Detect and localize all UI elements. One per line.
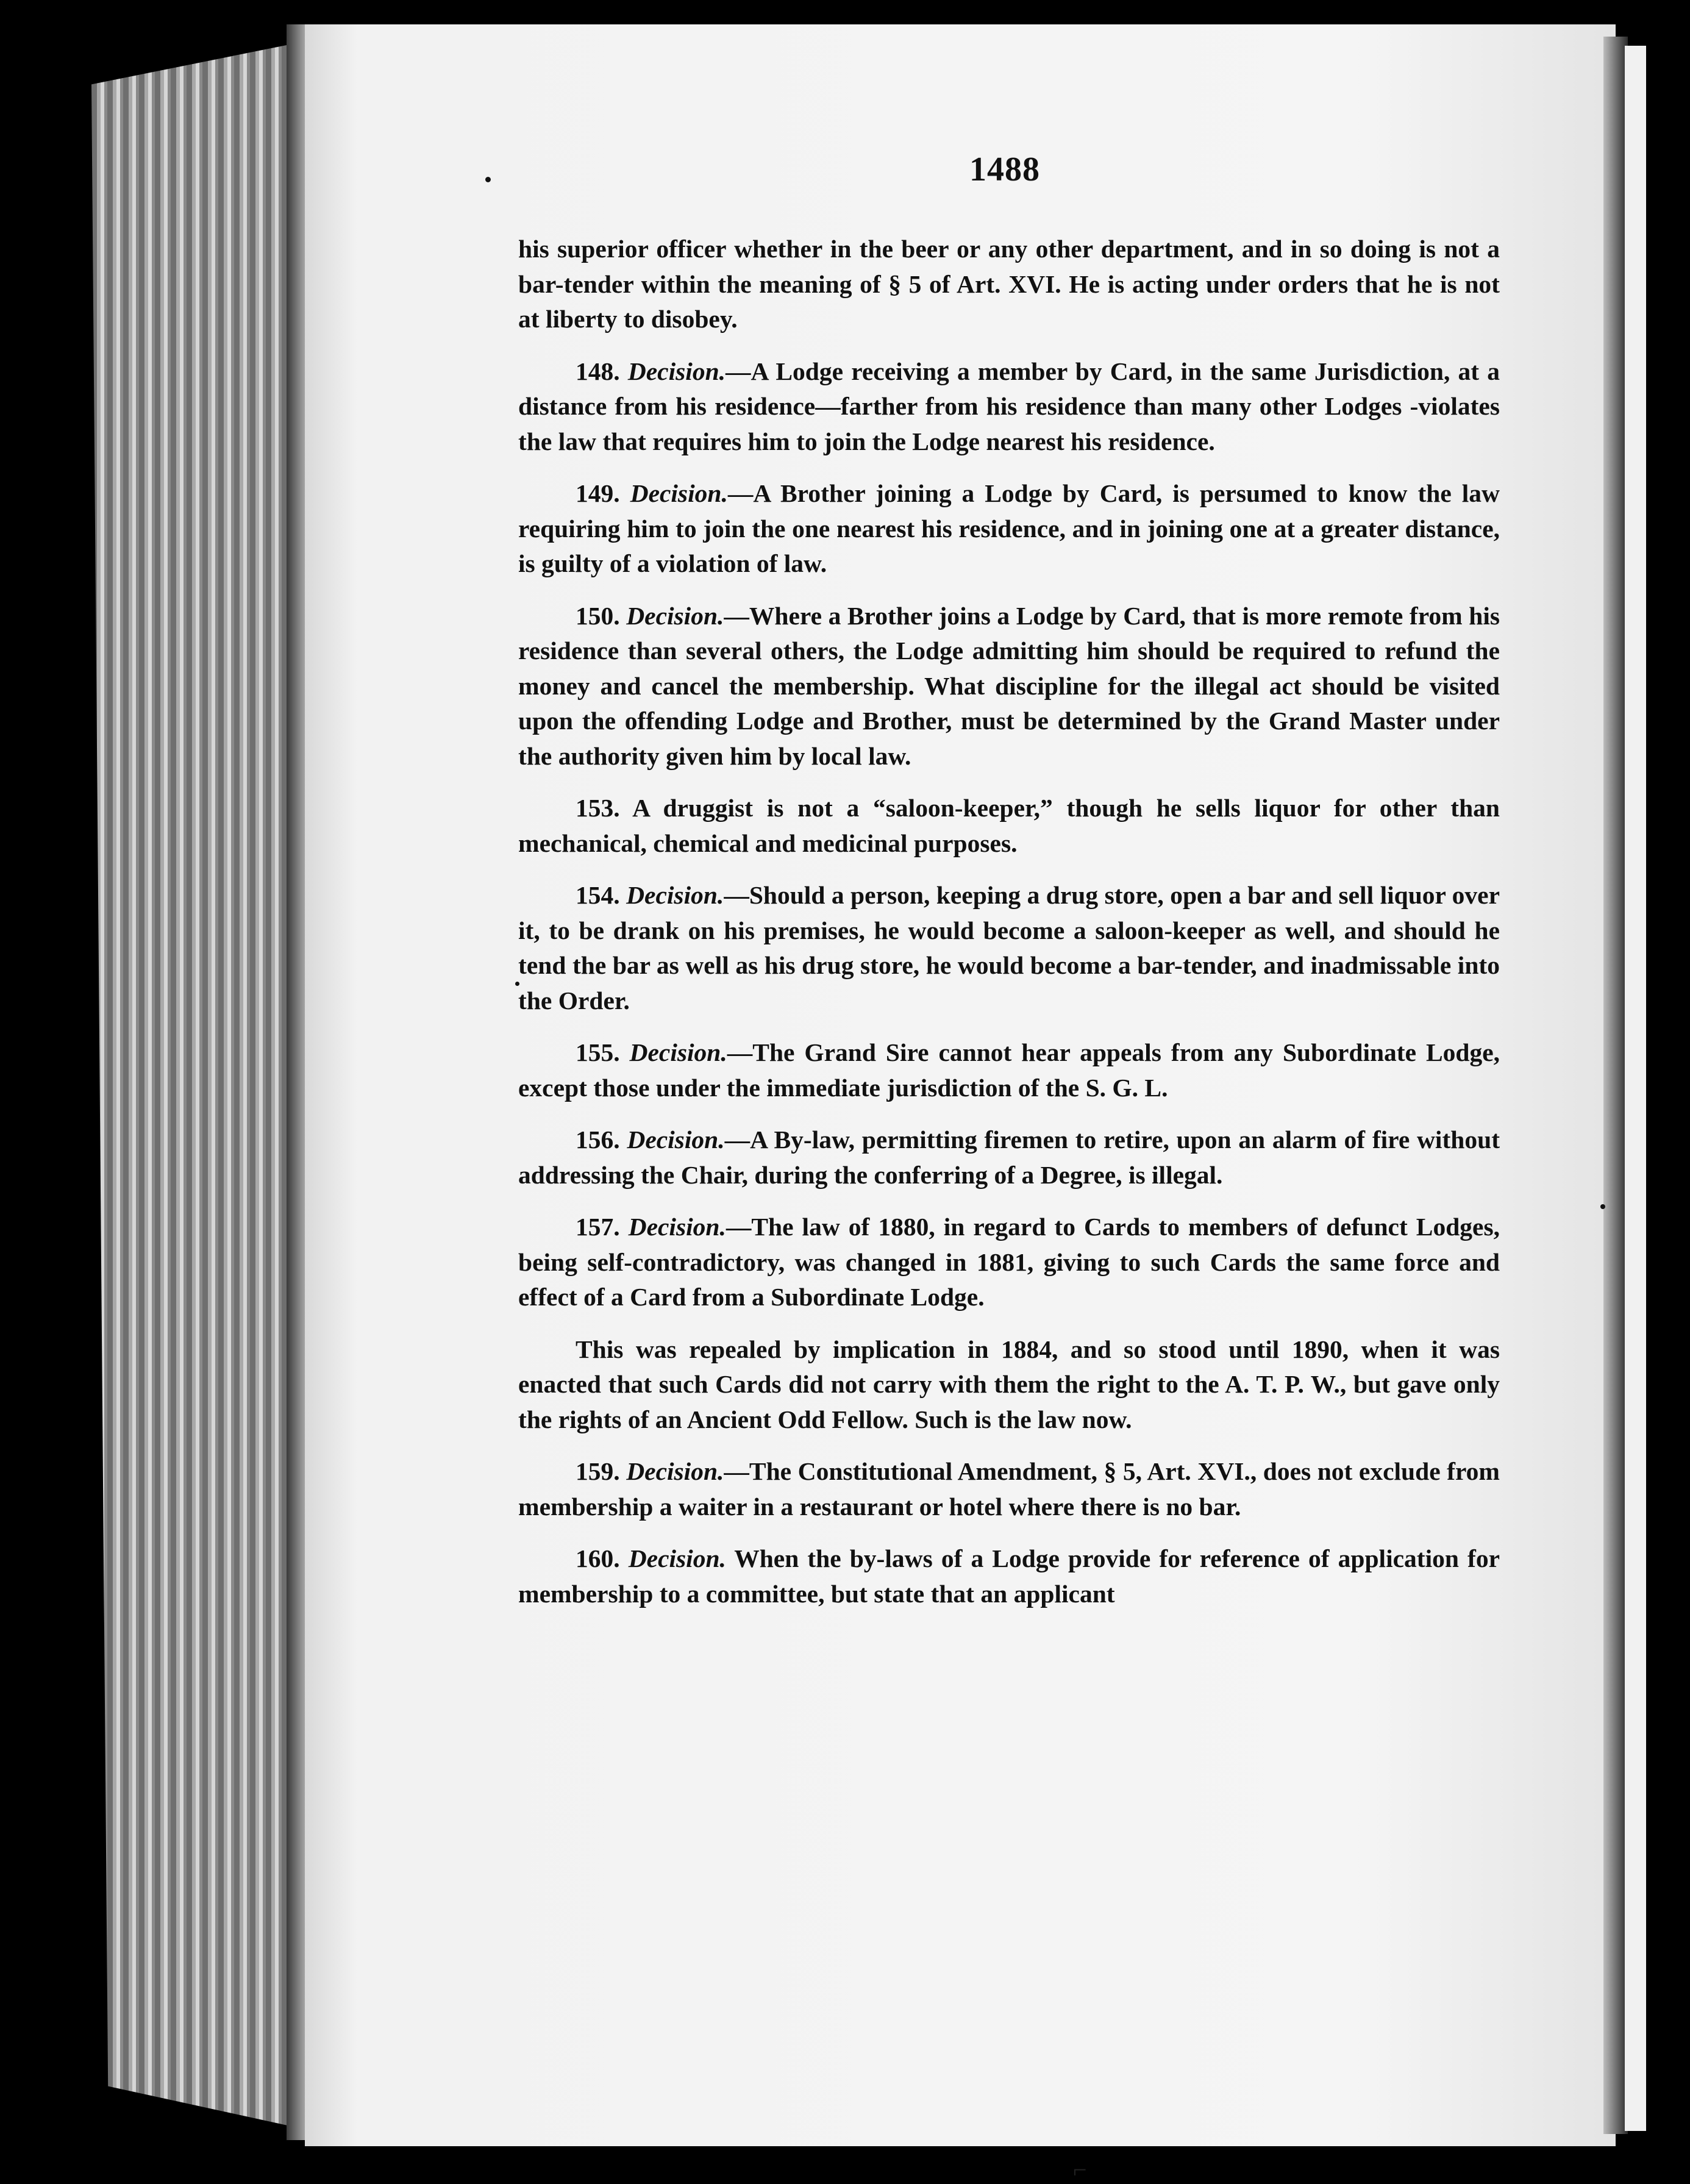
paragraph-decision-156 bbox=[518, 1122, 1500, 1193]
paragraph-body: When the by-laws of a Lodge provide for reference of application for membership to a committee, but state that an applicant bbox=[518, 1544, 1500, 1608]
paragraph-number: 149. bbox=[576, 479, 620, 507]
paragraph-decision-155 bbox=[518, 1035, 1500, 1105]
paragraph-decision-154 bbox=[518, 878, 1500, 1018]
paragraph-number: 159. bbox=[576, 1457, 620, 1485]
paragraph-body: This was repealed by implication in 1884, and so stood until 1890, when it was enacted that such Cards did not carry with them the right to the A. T. P. W., but gave only the rights of an Ancient Odd Fellow. Such is the law now. bbox=[518, 1335, 1500, 1433]
dust-speck bbox=[485, 177, 491, 182]
paragraph-body: —A By-law, permitting firemen to retire, upon an alarm of fire without addressing the Chair, during the conferring of a Degree, is illegal. bbox=[518, 1126, 1500, 1189]
page-right-edge-shadow bbox=[1603, 37, 1628, 2134]
decision-label: Decision. bbox=[626, 1457, 724, 1485]
paragraph-number: 160. bbox=[576, 1544, 620, 1572]
page-text-body bbox=[518, 232, 1500, 1611]
paragraph-body: his superior officer whether in the beer or any other department, and in so doing is not a bar-tender within the meaning of § 5 of Art. XVI. He is acting under orders that he is not at liberty to disobey. bbox=[518, 235, 1500, 333]
paragraph-body: —The Grand Sire cannot hear appeals from any Subordinate Lodge, except those under the immediate jurisdiction of the S. G. L. bbox=[518, 1038, 1500, 1102]
dust-speck bbox=[1600, 1204, 1605, 1209]
decision-label: Decision. bbox=[626, 601, 724, 630]
paragraph-number: 150. bbox=[576, 601, 620, 630]
bottom-pencil-mark: ⌐ bbox=[1073, 2156, 1087, 2183]
decision-label: Decision. bbox=[628, 1213, 726, 1241]
paragraph bbox=[518, 232, 1500, 337]
decision-label: Decision. bbox=[627, 1126, 725, 1154]
paragraph-number: 154. bbox=[576, 881, 620, 909]
paragraph-body: —A Lodge receiving a member by Card, in the same Jurisdiction, at a distance from his residence—farther from his residence than many other Lodges -violates the law that requires him to join the Lodge nearest his residence. bbox=[518, 357, 1500, 455]
decision-label: Decision. bbox=[627, 357, 726, 385]
paragraph-number: 155. bbox=[576, 1038, 620, 1066]
paragraph-decision-159 bbox=[518, 1454, 1500, 1524]
book-page-edges bbox=[91, 43, 299, 2128]
paragraph-body: —The Constitutional Amendment, § 5, Art. XVI., does not exclude from membership a waiter in a restaurant or hotel where there is no bar. bbox=[518, 1457, 1500, 1521]
paragraph-decision-160 bbox=[518, 1541, 1500, 1611]
paragraph-body: —Should a person, keeping a drug store, open a bar and sell liquor over it, to be drank on his premises, he would become a saloon-keeper as well, and should he tend the bar as well as his drug store, he would become a bar-tender, and inadmissable into the Order. bbox=[518, 881, 1500, 1015]
paragraph-157-note bbox=[518, 1332, 1500, 1438]
decision-label: Decision. bbox=[628, 1544, 726, 1572]
paragraph-number: 156. bbox=[576, 1126, 620, 1154]
paragraph-body: —Where a Brother joins a Lodge by Card, that is more remote from his residence than several others, the Lodge admitting him should be required to refund the money and cancel the membership. What discipline for the illegal act should be visited upon the offending Lodge and Brother, must be determined by the Grand Master under the authority given him by local law. bbox=[518, 601, 1500, 770]
page-number: 1488 bbox=[969, 151, 1040, 188]
paragraph-number: 157. bbox=[576, 1213, 620, 1241]
paragraph-body: A druggist is not a “saloon-keeper,” though he sells liquor for other than mechanical, chemical and medicinal purposes. bbox=[518, 794, 1500, 857]
paragraph-body: —The law of 1880, in regard to Cards to members of defunct Lodges, being self-contradictory, was changed in 1881, giving to such Cards the same force and effect of a Card from a Subordinate Lodge. bbox=[518, 1213, 1500, 1311]
paragraph-153 bbox=[518, 791, 1500, 861]
scan-border-right bbox=[1646, 0, 1690, 2184]
paragraph-number: 153. bbox=[576, 794, 620, 822]
decision-label: Decision. bbox=[629, 1038, 727, 1066]
paragraph-decision-148 bbox=[518, 354, 1500, 460]
paragraph-body: —A Brother joining a Lodge by Card, is persumed to know the law requiring him to join the one nearest his residence, and in joining one at a greater distance, is guilty of a violation of law. bbox=[518, 479, 1500, 577]
decision-label: Decision. bbox=[626, 881, 724, 909]
paragraph-number: 148. bbox=[576, 357, 620, 385]
paragraph-decision-150 bbox=[518, 599, 1500, 774]
decision-label: Decision. bbox=[630, 479, 728, 507]
paragraph-decision-157 bbox=[518, 1210, 1500, 1315]
margin-mark bbox=[0, 1511, 24, 1515]
paragraph-decision-149 bbox=[518, 476, 1500, 582]
